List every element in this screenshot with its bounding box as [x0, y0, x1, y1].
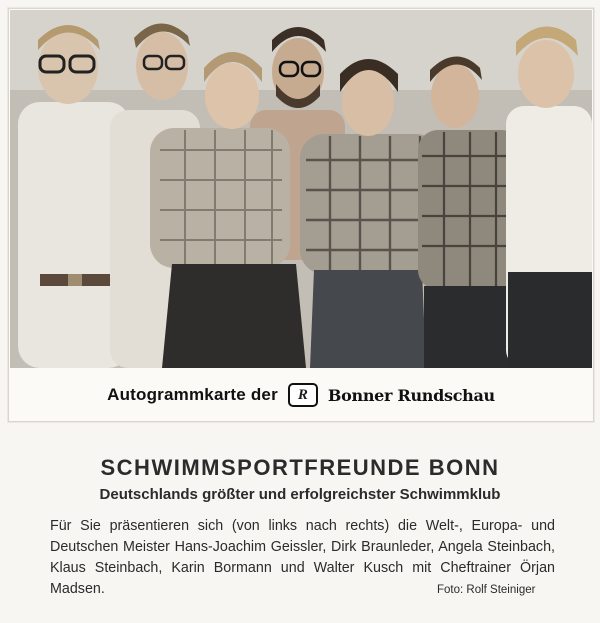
- newspaper-logo-icon: R: [288, 383, 318, 407]
- autograph-banner: [10, 372, 592, 418]
- photo-credit: Foto: Rolf Steiniger: [437, 584, 536, 596]
- photo-caption: Für Sie präsentieren sich (von links nach rechts) die Welt-, Europa- und Deutschen Meister Hans-Joachim Geissler, Dirk Braunleder, Angela Steinbach, Klaus Steinbach, Karin Bormann und Walter Kusch mit Cheftrainer Örjan Madsen.: [50, 518, 555, 597]
- club-title: SCHWIMMSPORTFREUNDE BONN: [100, 455, 500, 480]
- group-photo: [10, 10, 592, 368]
- newspaper-name: Bonner Rundschau: [327, 385, 495, 405]
- banner-text: Autogrammkarte der: [107, 385, 278, 404]
- club-subtitle: Deutschlands größter und erfolgreichster Schwimmklub: [99, 486, 501, 503]
